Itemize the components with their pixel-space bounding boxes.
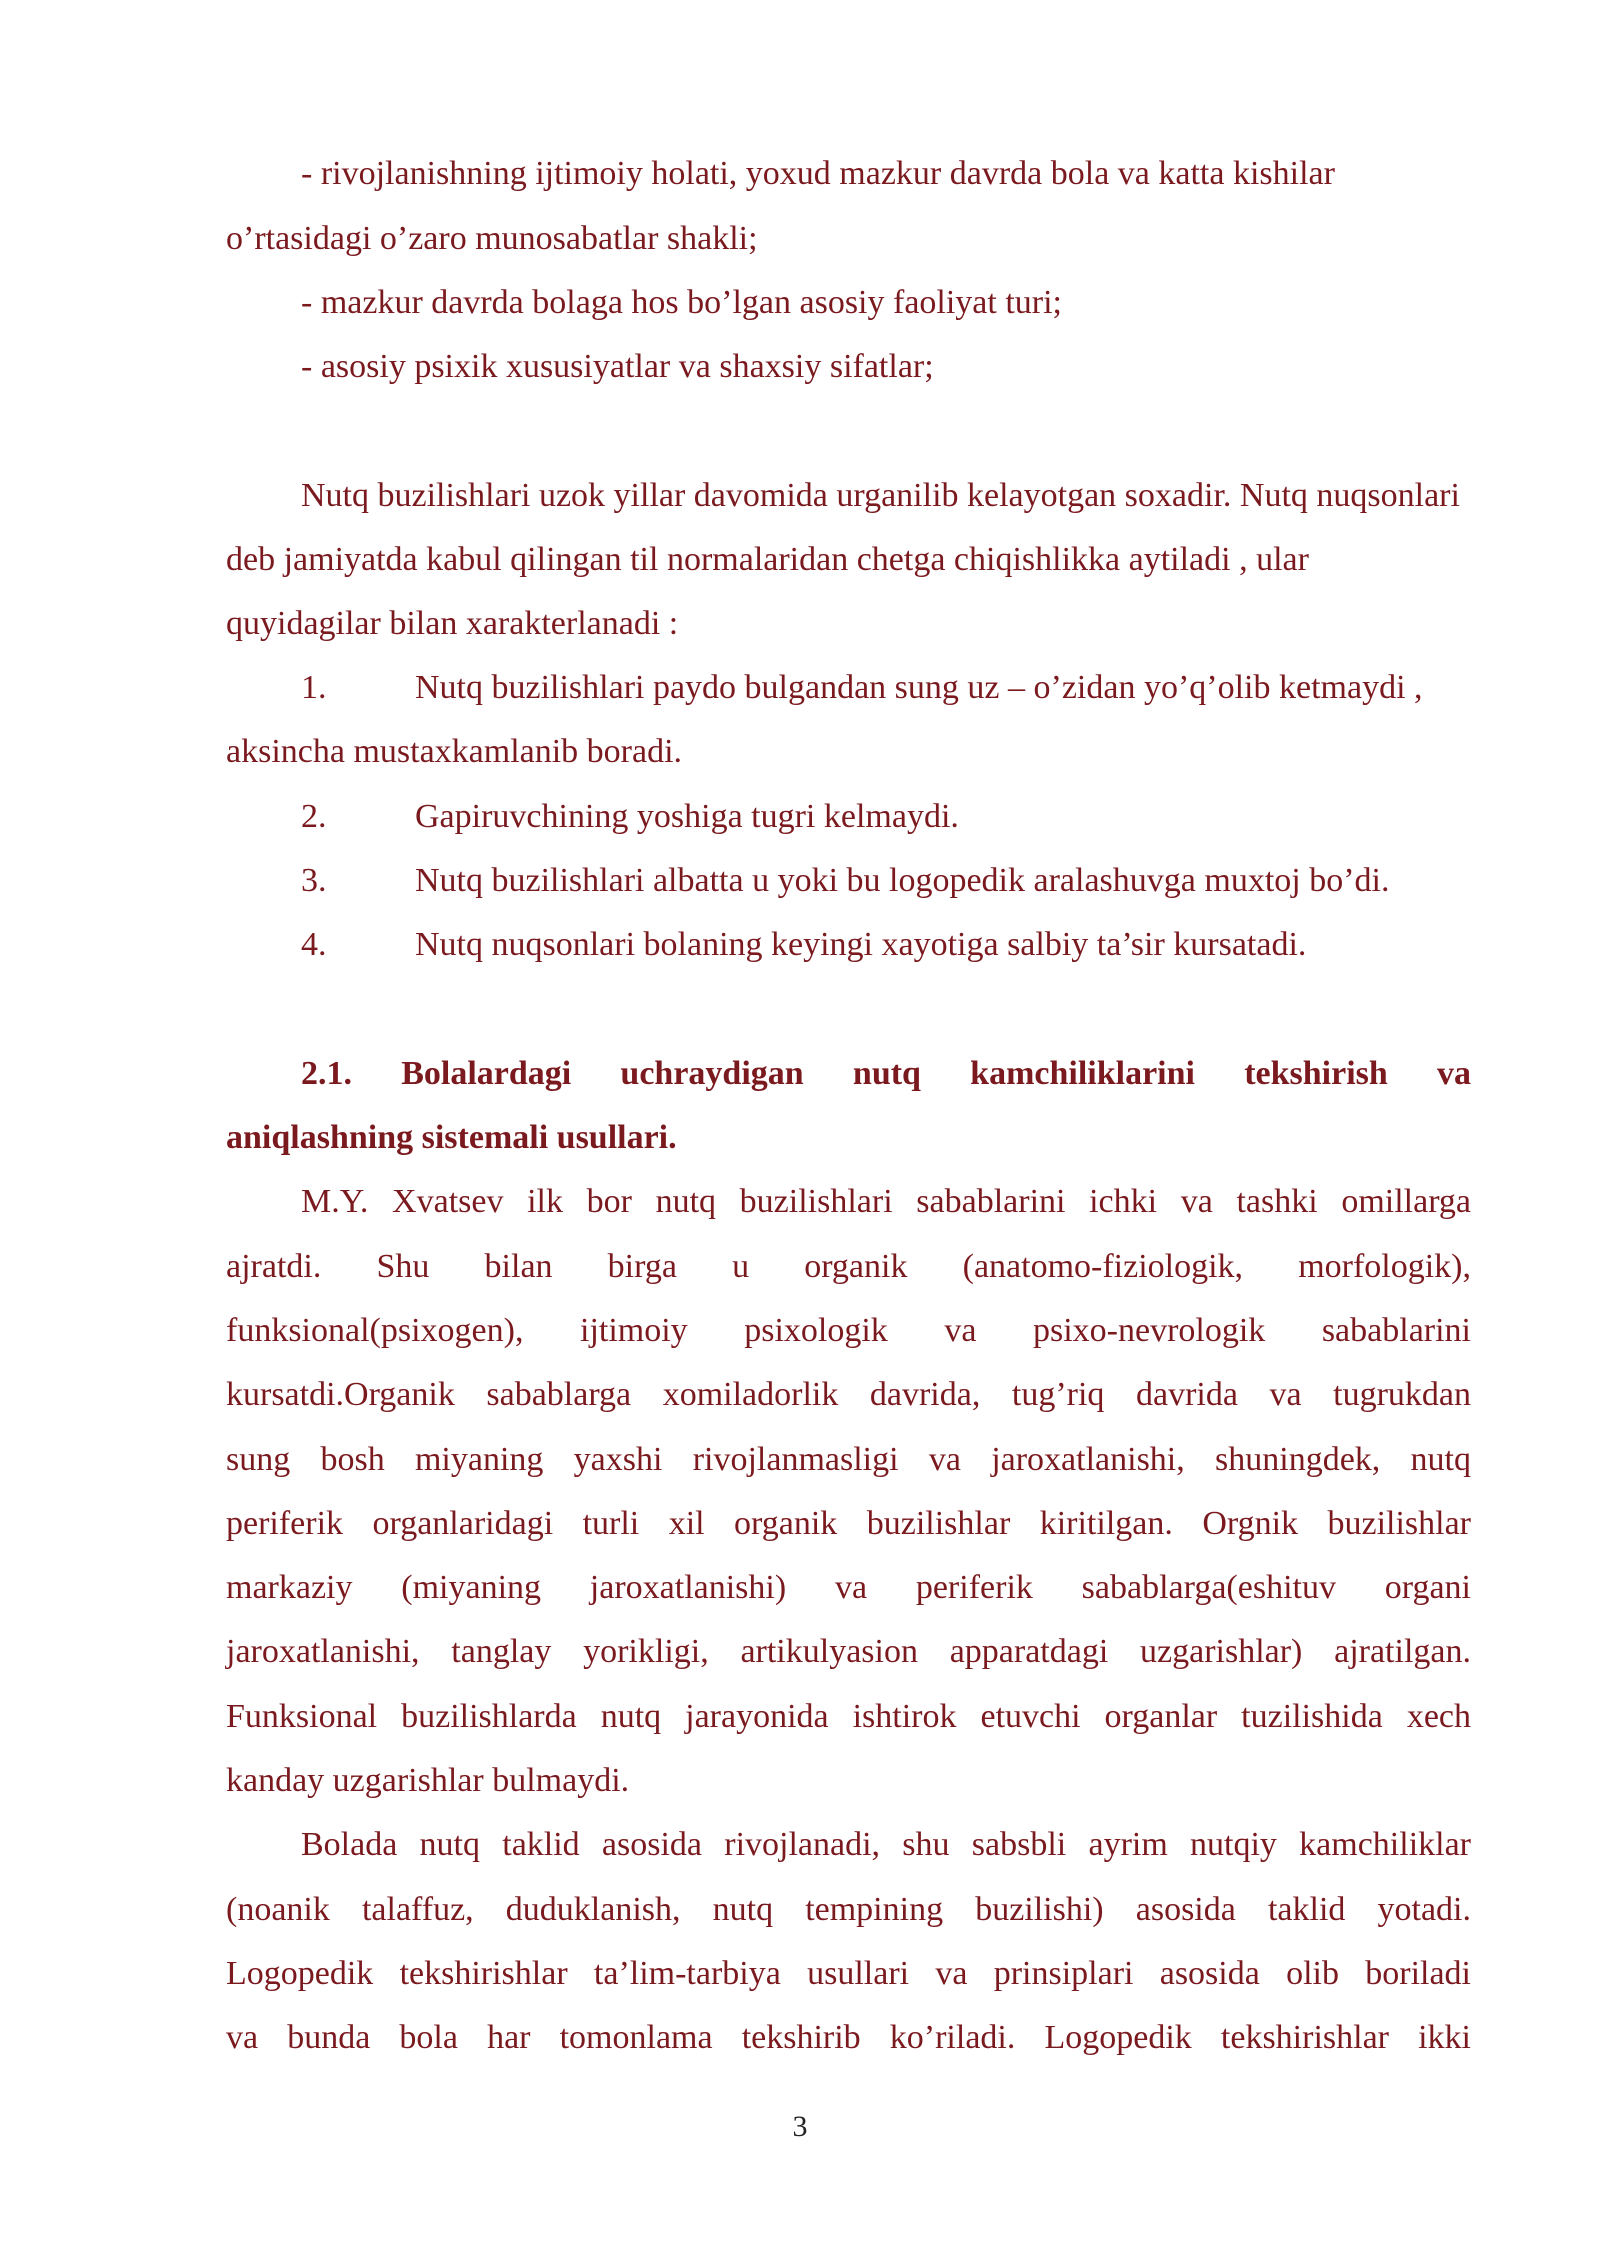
paragraph-line: Bolada nutq taklid asosida rivojlanadi, shu sabsbli ayrim nutqiy kamchiliklar: [301, 1826, 1471, 1863]
list-item-text: Nutq nuqsonlari bolaning keyingi xayotiga salbiy ta’sir kursatadi.: [415, 926, 1307, 963]
list-item-continuation: aksincha mustaxkamlanib boradi.: [226, 733, 683, 770]
paragraph-line: ajratdi. Shu bilan birga u organik (anatomo-fiziologik, morfologik),: [226, 1248, 1471, 1285]
paragraph-line: kursatdi.Organik sabablarga xomiladorlik davrida, tug’riq davrida va tugrukdan: [226, 1376, 1471, 1413]
list-number: 3.: [301, 862, 327, 899]
paragraph-line: periferik organlaridagi turli xil organik buzilishlar kiritilgan. Orgnik buzilishlar: [226, 1505, 1471, 1542]
paragraph-line: kanday uzgarishlar bulmaydi.: [226, 1762, 630, 1799]
paragraph-line: (noanik talaffuz, duduklanish, nutq tempining buzilishi) asosida taklid yotadi.: [226, 1891, 1471, 1928]
text-line: Nutq buzilishlari uzok yillar davomida urganilib kelayotgan soxadir. Nutq nuqsonlari: [301, 477, 1460, 514]
text-line: - asosiy psixik xususiyatlar va shaxsiy sifatlar;: [301, 348, 934, 385]
text-line: - mazkur davrda bolaga hos bo’lgan asosiy faoliyat turi;: [301, 284, 1062, 321]
list-number: 1.: [301, 669, 327, 706]
list-number: 4.: [301, 926, 327, 963]
paragraph-line: Funksional buzilishlarda nutq jarayonida ishtirok etuvchi organlar tuzilishida xech: [226, 1698, 1471, 1735]
list-item-text: Nutq buzilishlari albatta u yoki bu logopedik aralashuvga muxtoj bo’di.: [415, 862, 1390, 899]
text-line: quyidagilar bilan xarakterlanadi :: [226, 605, 679, 642]
page-number: 3: [792, 2110, 808, 2143]
section-heading-continuation: aniqlashning sistemali usullari.: [226, 1119, 677, 1156]
text-line: - rivojlanishning ijtimoiy holati, yoxud mazkur davrda bola va katta kishilar: [301, 155, 1335, 192]
paragraph-line: markaziy (miyaning jaroxatlanishi) va periferik sabablarga(eshituv organi: [226, 1569, 1471, 1606]
paragraph-line: Logopedik tekshirishlar ta’lim-tarbiya usullari va prinsiplari asosida olib boriladi: [226, 1955, 1471, 1992]
text-line: o’rtasidagi o’zaro munosabatlar shakli;: [226, 220, 758, 257]
section-heading: 2.1. Bolalardagi uchraydigan nutq kamchiliklarini tekshirish va: [301, 1055, 1471, 1092]
paragraph-line: jaroxatlanishi, tanglay yorikligi, artikulyasion apparatdagi uzgarishlar) ajratilgan.: [226, 1633, 1471, 1670]
list-number: 2.: [301, 798, 327, 835]
paragraph-line: funksional(psixogen), ijtimoiy psixologik va psixo-nevrologik sabablarini: [226, 1312, 1471, 1349]
paragraph-line: sung bosh miyaning yaxshi rivojlanmasligi va jaroxatlanishi, shuningdek, nutq: [226, 1441, 1471, 1478]
paragraph-line: M.Y. Xvatsev ilk bor nutq buzilishlari sabablarini ichki va tashki omillarga: [301, 1183, 1471, 1220]
paragraph-line: va bunda bola har tomonlama tekshirib ko’riladi. Logopedik tekshirishlar ikki: [226, 2019, 1471, 2056]
list-item-text: Nutq buzilishlari paydo bulgandan sung uz – o’zidan yo’q’olib ketmaydi ,: [415, 669, 1423, 706]
list-item-text: Gapiruvchining yoshiga tugri kelmaydi.: [415, 798, 959, 835]
text-line: deb jamiyatda kabul qilingan til normalaridan chetga chiqishlikka aytiladi , ular: [226, 541, 1309, 578]
